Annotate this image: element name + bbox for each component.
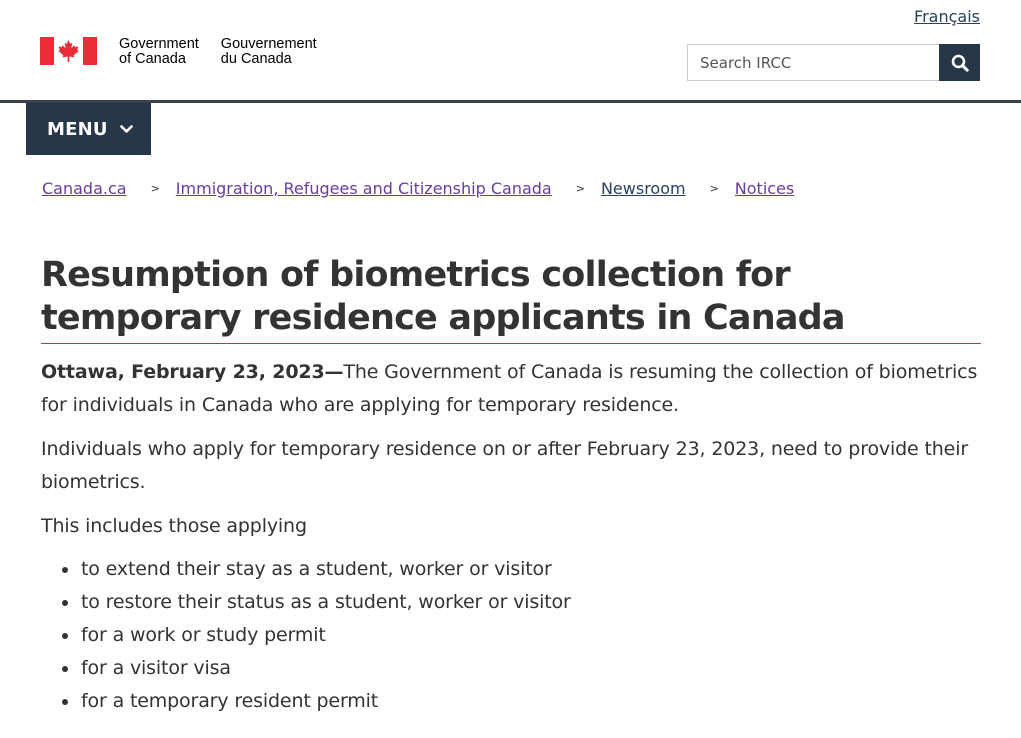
breadcrumb-separator: > (150, 182, 160, 195)
lead-text: The Government of Canada is resuming the collection of biometrics for individuals in Canada who are applying for temporary residence. (41, 361, 978, 416)
wordmark-en-line2: of Canada (119, 51, 186, 67)
wordmark-fr-line2: du Canada (220, 51, 292, 67)
language-toggle-link[interactable]: Français (914, 7, 980, 26)
title-underline (41, 343, 981, 344)
canada-flag-icon (40, 37, 97, 65)
breadcrumb-notices[interactable]: Notices (734, 179, 795, 198)
paragraph-deadline: Individuals who apply for temporary residence on or after February 23, 2023, need to provide their biometrics. (41, 438, 969, 493)
wordmark-fr-line1: Gouvernement (220, 36, 317, 52)
wordmark-en-line1: Government (119, 36, 199, 52)
site-search (687, 44, 980, 81)
page-title: Resumption of biometrics collection for temporary residence applicants in Canada (41, 255, 845, 338)
applicant-types-list (41, 553, 981, 718)
search-button[interactable] (939, 44, 980, 81)
breadcrumb-separator: > (709, 182, 719, 195)
chevron-down-icon (120, 125, 133, 134)
list-item: for a temporary resident permit (81, 685, 981, 718)
lead-paragraph (41, 356, 981, 422)
main-menu-button[interactable] (26, 103, 151, 155)
list-item: to extend their stay as a student, worker or visitor (81, 553, 981, 586)
list-item: for a work or study permit (81, 619, 981, 652)
paragraph-intro-list: This includes those applying (41, 515, 307, 537)
search-input[interactable] (687, 44, 939, 81)
header-divider (0, 100, 1021, 103)
dateline: Ottawa, February 23, 2023— (41, 361, 344, 383)
list-item: to restore their status as a student, worker or visitor (81, 586, 981, 619)
menu-label: MENU (47, 118, 108, 140)
government-of-canada-logo[interactable] (40, 37, 339, 67)
breadcrumb-newsroom[interactable]: Newsroom (600, 179, 686, 198)
breadcrumb (42, 179, 794, 198)
search-icon (951, 54, 969, 72)
government-wordmark (119, 37, 339, 67)
list-item: for a visitor visa (81, 652, 981, 685)
article-body (41, 356, 981, 718)
breadcrumb-ircc[interactable]: Immigration, Refugees and Citizenship Canada (175, 179, 552, 198)
breadcrumb-separator: > (575, 182, 585, 195)
breadcrumb-canada-ca[interactable]: Canada.ca (42, 179, 127, 198)
